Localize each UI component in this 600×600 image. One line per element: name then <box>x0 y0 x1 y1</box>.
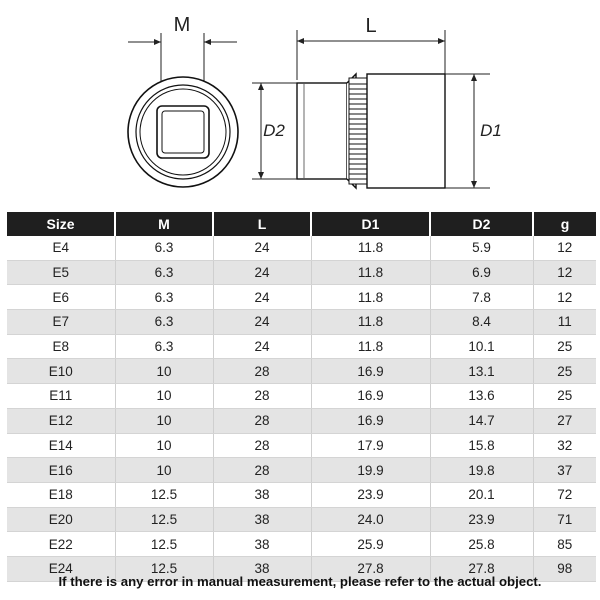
cell-d1: 27.8 <box>311 556 430 581</box>
cell-l: 24 <box>213 260 311 285</box>
cell-g: 11 <box>533 310 596 335</box>
cell-m: 10 <box>115 408 213 433</box>
cell-m: 6.3 <box>115 310 213 335</box>
table-row <box>7 384 596 409</box>
cell-d1: 16.9 <box>311 408 430 433</box>
cell-size: E12 <box>7 408 115 433</box>
cell-g: 85 <box>533 532 596 557</box>
cell-l: 28 <box>213 458 311 483</box>
cell-d2: 10.1 <box>430 334 533 359</box>
cell-size: E22 <box>7 532 115 557</box>
cell-l: 38 <box>213 507 311 532</box>
dimension-label-d1: D1 <box>480 121 502 140</box>
cell-size: E10 <box>7 359 115 384</box>
cell-g: 71 <box>533 507 596 532</box>
cell-l: 38 <box>213 556 311 581</box>
cell-size: E7 <box>7 310 115 335</box>
cell-d1: 16.9 <box>311 359 430 384</box>
cell-l: 24 <box>213 285 311 310</box>
header-l: L <box>213 212 311 236</box>
cell-d1: 11.8 <box>311 334 430 359</box>
cell-g: 25 <box>533 359 596 384</box>
cell-size: E16 <box>7 458 115 483</box>
cell-d2: 5.9 <box>430 236 533 260</box>
table-row <box>7 532 596 557</box>
cell-size: E6 <box>7 285 115 310</box>
cell-d2: 27.8 <box>430 556 533 581</box>
cell-l: 24 <box>213 236 311 260</box>
header-g: g <box>533 212 596 236</box>
table-row <box>7 310 596 335</box>
cell-g: 12 <box>533 260 596 285</box>
cell-size: E18 <box>7 482 115 507</box>
cell-m: 12.5 <box>115 556 213 581</box>
measurement-disclaimer: If there is any error in manual measurement, please refer to the actual object. <box>58 574 542 589</box>
table-row <box>7 285 596 310</box>
cell-l: 28 <box>213 384 311 409</box>
cell-d1: 16.9 <box>311 384 430 409</box>
cell-m: 10 <box>115 433 213 458</box>
cell-size: E24 <box>7 556 115 581</box>
cell-l: 24 <box>213 310 311 335</box>
cell-d2: 13.1 <box>430 359 533 384</box>
cell-g: 12 <box>533 236 596 260</box>
cell-d2: 25.8 <box>430 532 533 557</box>
cell-g: 98 <box>533 556 596 581</box>
cell-d1: 11.8 <box>311 310 430 335</box>
cell-d2: 15.8 <box>430 433 533 458</box>
cell-g: 37 <box>533 458 596 483</box>
cell-l: 38 <box>213 482 311 507</box>
cell-g: 25 <box>533 384 596 409</box>
cell-d2: 14.7 <box>430 408 533 433</box>
cell-m: 12.5 <box>115 482 213 507</box>
table-row <box>7 458 596 483</box>
cell-size: E5 <box>7 260 115 285</box>
header-size: Size <box>7 212 115 236</box>
cell-m: 6.3 <box>115 285 213 310</box>
socket-end-view <box>128 14 238 187</box>
cell-m: 10 <box>115 384 213 409</box>
cell-d2: 20.1 <box>430 482 533 507</box>
cell-g: 12 <box>533 285 596 310</box>
table-row <box>7 507 596 532</box>
cell-size: E14 <box>7 433 115 458</box>
cell-m: 6.3 <box>115 334 213 359</box>
cell-d1: 11.8 <box>311 236 430 260</box>
table-header-row <box>7 212 596 236</box>
table-row <box>7 359 596 384</box>
header-d2: D2 <box>430 212 533 236</box>
socket-spec-table <box>7 212 596 582</box>
cell-g: 72 <box>533 482 596 507</box>
table-row <box>7 260 596 285</box>
table-row <box>7 433 596 458</box>
cell-d2: 7.8 <box>430 285 533 310</box>
cell-l: 28 <box>213 359 311 384</box>
cell-l: 28 <box>213 433 311 458</box>
header-m: M <box>115 212 213 236</box>
cell-m: 6.3 <box>115 236 213 260</box>
cell-l: 28 <box>213 408 311 433</box>
cell-d1: 11.8 <box>311 260 430 285</box>
cell-l: 38 <box>213 532 311 557</box>
header-d1: D1 <box>311 212 430 236</box>
socket-side-view <box>252 15 504 188</box>
cell-m: 12.5 <box>115 507 213 532</box>
cell-d2: 19.8 <box>430 458 533 483</box>
cell-d1: 23.9 <box>311 482 430 507</box>
cell-g: 32 <box>533 433 596 458</box>
cell-l: 24 <box>213 334 311 359</box>
cell-m: 10 <box>115 458 213 483</box>
dimension-label-m: M <box>173 14 191 36</box>
cell-m: 10 <box>115 359 213 384</box>
dimension-label-d2: D2 <box>263 121 285 140</box>
cell-d1: 11.8 <box>311 285 430 310</box>
cell-d1: 24.0 <box>311 507 430 532</box>
cell-d2: 23.9 <box>430 507 533 532</box>
cell-d2: 8.4 <box>430 310 533 335</box>
cell-d1: 19.9 <box>311 458 430 483</box>
table-row <box>7 334 596 359</box>
cell-size: E4 <box>7 236 115 260</box>
socket-dimension-drawing <box>0 0 600 205</box>
cell-g: 27 <box>533 408 596 433</box>
cell-d2: 6.9 <box>430 260 533 285</box>
table-row <box>7 236 596 260</box>
cell-d1: 17.9 <box>311 433 430 458</box>
cell-d1: 25.9 <box>311 532 430 557</box>
dimension-label-l: L <box>365 15 377 37</box>
cell-g: 25 <box>533 334 596 359</box>
cell-m: 6.3 <box>115 260 213 285</box>
cell-size: E8 <box>7 334 115 359</box>
cell-m: 12.5 <box>115 532 213 557</box>
table-row <box>7 408 596 433</box>
cell-d2: 13.6 <box>430 384 533 409</box>
cell-size: E11 <box>7 384 115 409</box>
cell-size: E20 <box>7 507 115 532</box>
table-row <box>7 482 596 507</box>
